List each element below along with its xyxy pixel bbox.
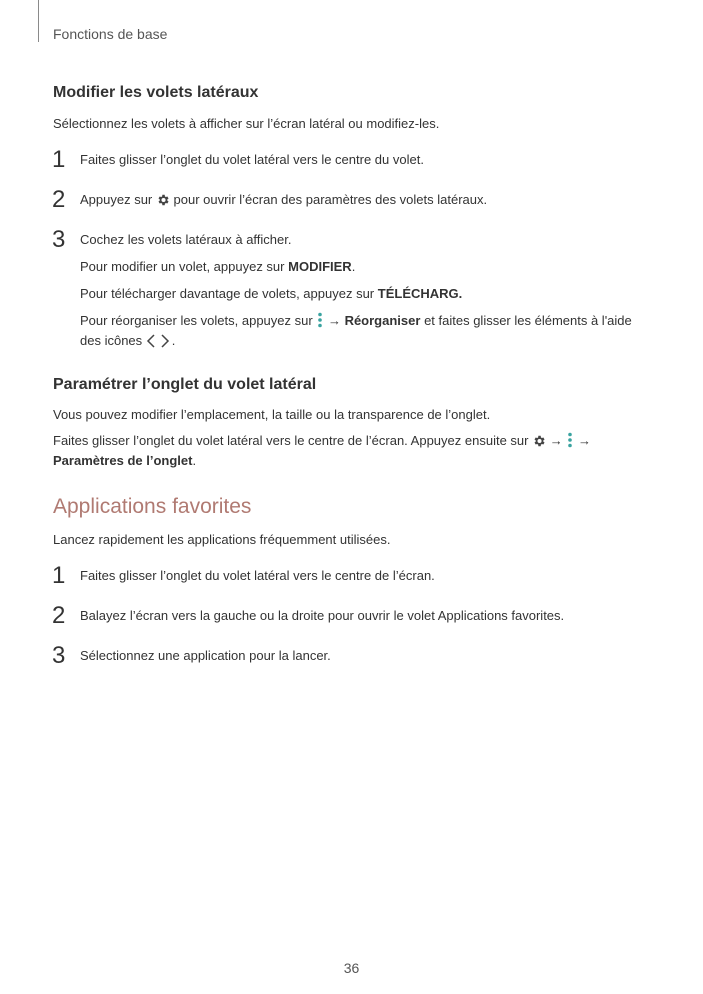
paragraph-bold: Paramètres de l’onglet: [53, 453, 193, 468]
step-number: 3: [52, 642, 66, 669]
arrow-glyph: →: [549, 433, 563, 448]
reorder-arrows-icon: [146, 334, 172, 348]
step-text-after: pour ouvrir l’écran des paramètres des volets latéraux.: [173, 192, 488, 207]
note-bold-telecharg: TÉLÉCHARG.: [377, 286, 463, 301]
step-number: 2: [52, 186, 66, 213]
note-bold-modifier: MODIFIER: [288, 259, 352, 274]
note-text: Pour modifier un volet, appuyez sur: [80, 259, 285, 274]
paragraph-suffix: .: [192, 453, 197, 468]
note-suffix: .: [351, 259, 356, 274]
section-title-applications-favorites: Applications favorites: [53, 495, 252, 518]
section-intro: Lancez rapidement les applications fréquemment utilisées.: [53, 532, 391, 547]
more-options-icon: [316, 312, 324, 328]
more-options-icon: [566, 432, 574, 448]
step-number: 1: [52, 146, 66, 173]
step-text: Balayez l’écran vers la gauche ou la droite pour ouvrir le volet Applications favorites.: [80, 608, 565, 623]
step-text: Faites glisser l’onglet du volet latéral vers le centre du volet.: [80, 152, 424, 167]
note-suffix: .: [171, 333, 176, 348]
step-text: Faites glisser l’onglet du volet latéral vers le centre de l’écran.: [80, 568, 435, 583]
gear-icon: [532, 434, 546, 448]
note-reorganiser: [80, 311, 655, 351]
page-number: 36: [343, 960, 360, 976]
step-text: Sélectionnez une application pour la lancer.: [80, 648, 331, 663]
note-text: des icônes: [80, 333, 143, 348]
note-text: Pour réorganiser les volets, appuyez sur: [80, 313, 313, 328]
step-text-before: Appuyez sur: [80, 192, 153, 207]
header-divider: [38, 0, 39, 42]
gear-icon: [156, 193, 170, 207]
paragraph-text: Faites glisser l’onglet du volet latéral vers le centre de l’écran. Appuyez ensuite sur: [53, 433, 529, 448]
step-number: 1: [52, 562, 66, 589]
note-text: Pour télécharger davantage de volets, appuyez sur: [80, 286, 375, 301]
note-text: et faites glisser les éléments à l'aide: [424, 313, 632, 328]
step-text: Cochez les volets latéraux à afficher.: [80, 232, 292, 247]
section-header: Fonctions de base: [53, 26, 168, 42]
section-title-parametrer-onglet: Paramétrer l’onglet du volet latéral: [53, 376, 317, 393]
note-telecharger: [80, 284, 655, 304]
section-intro: Sélectionnez les volets à afficher sur l’écran latéral ou modifiez-les.: [53, 116, 440, 131]
section-title-modifier-volets: Modifier les volets latéraux: [53, 84, 259, 101]
note-bold-reorganiser: Réorganiser: [344, 313, 421, 328]
arrow-glyph: →: [327, 313, 341, 328]
arrow-glyph: →: [577, 433, 591, 448]
step-text: [80, 190, 655, 210]
section-paragraph: [53, 431, 663, 471]
step-number: 3: [52, 226, 66, 253]
note-modifier: [80, 257, 655, 277]
section-paragraph: Vous pouvez modifier l’emplacement, la taille ou la transparence de l’onglet.: [53, 407, 491, 422]
step-number: 2: [52, 602, 66, 629]
